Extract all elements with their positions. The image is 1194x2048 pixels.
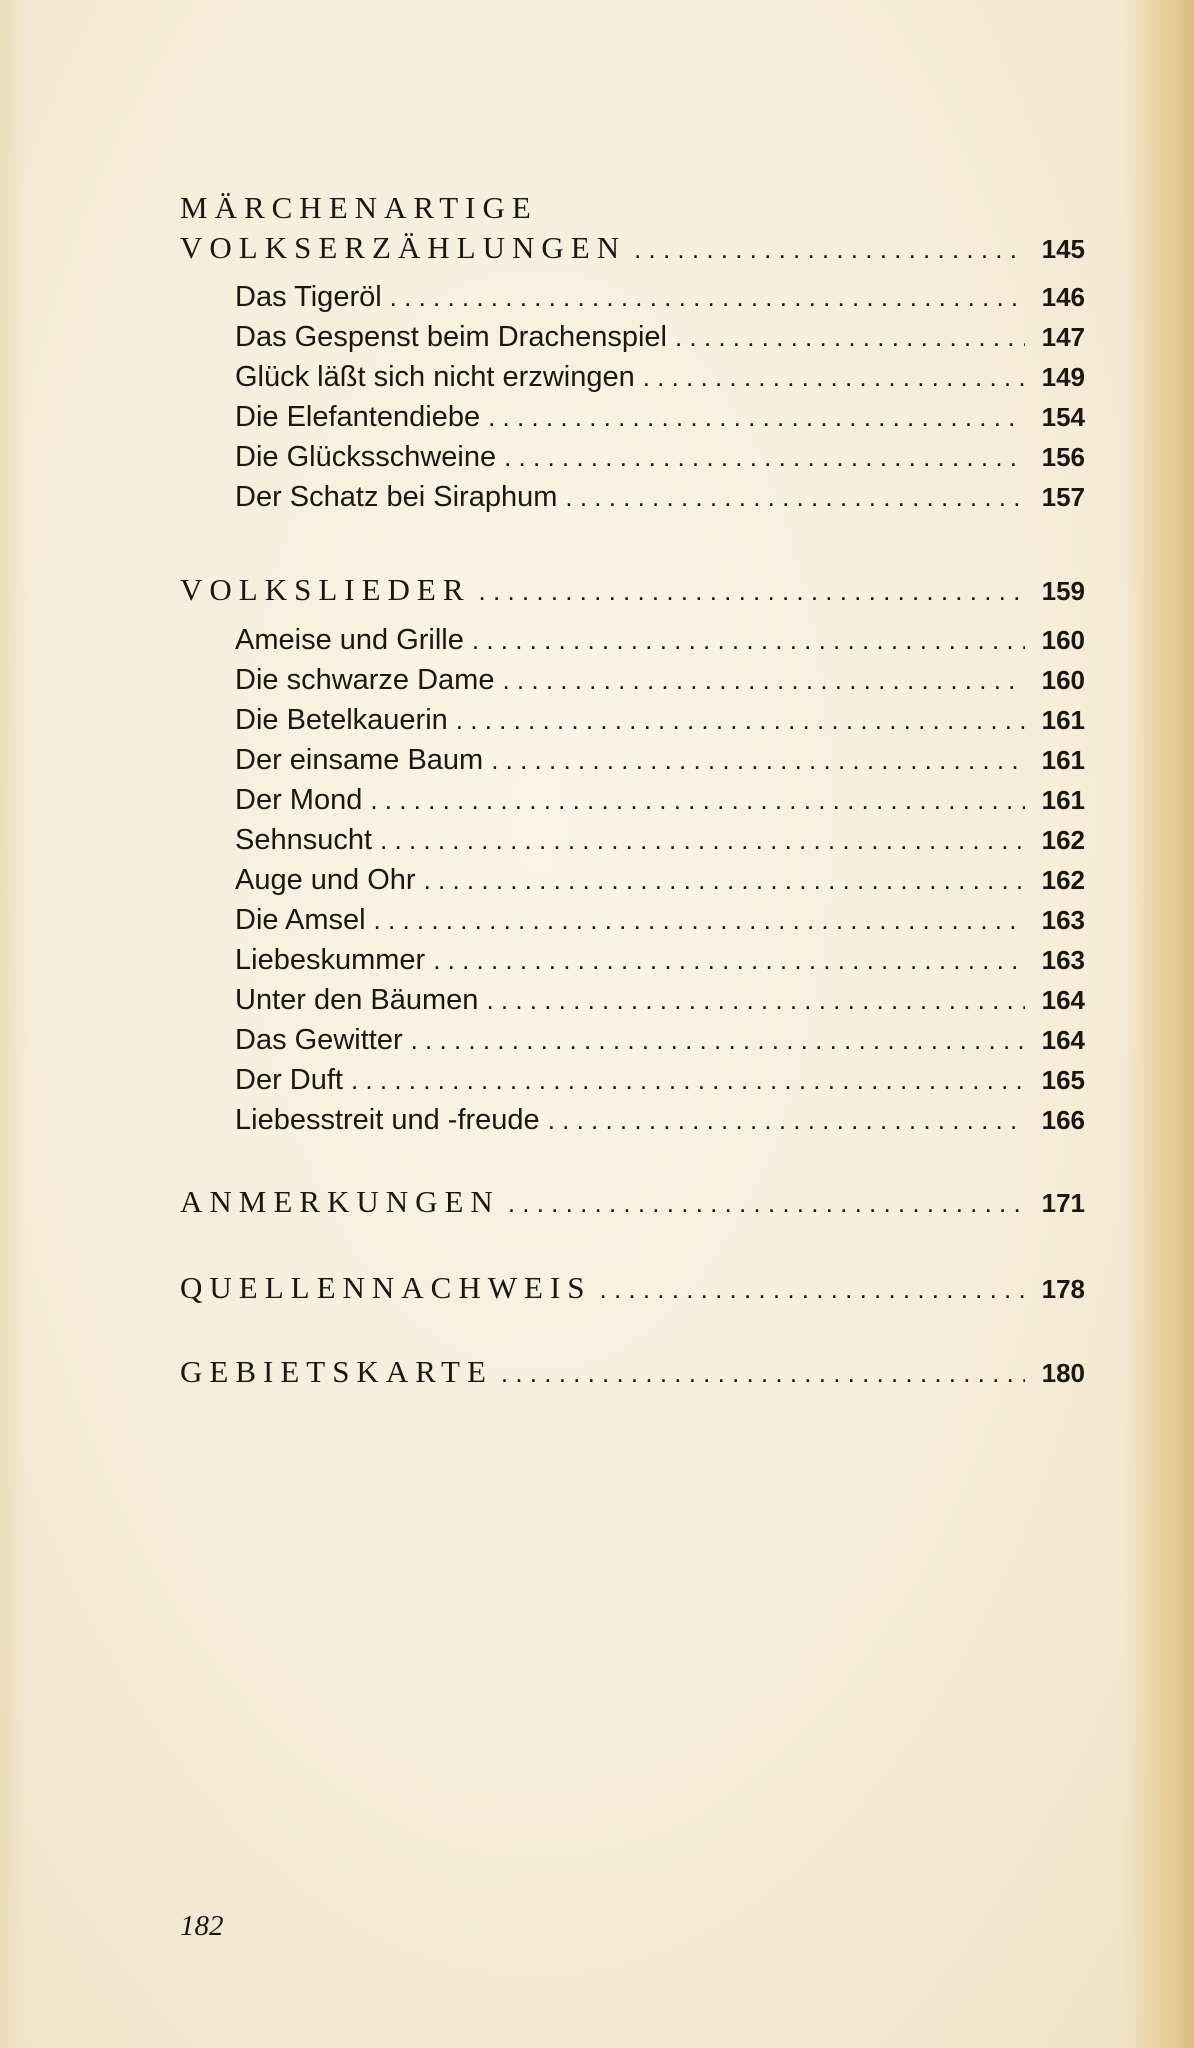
toc-page-number: 160 — [1041, 625, 1085, 655]
toc-page-number: 171 — [1041, 1188, 1085, 1218]
toc-section-title: GEBIETSKARTE — [180, 1354, 493, 1389]
toc-entry-row[interactable] — [235, 780, 1085, 820]
leader-dots — [479, 571, 1025, 611]
toc-entry-title: Liebeskummer — [235, 944, 426, 976]
toc-entry-row[interactable] — [235, 620, 1085, 660]
toc-entry-title: Liebesstreit und -freude — [235, 1104, 540, 1136]
toc-section-row[interactable] — [180, 1352, 1085, 1392]
toc-page-number: 178 — [1041, 1274, 1085, 1304]
toc-entry-row[interactable] — [235, 940, 1085, 980]
toc-entry-title: Unter den Bäumen — [235, 984, 479, 1016]
toc-entry-row[interactable] — [235, 980, 1085, 1020]
leader-dots — [643, 357, 1025, 397]
toc-entry-row[interactable] — [235, 1060, 1085, 1100]
leader-dots — [501, 1353, 1025, 1393]
toc-page-number: 160 — [1041, 665, 1085, 695]
toc-entry-row[interactable] — [235, 277, 1085, 317]
toc-page-number: 166 — [1041, 1105, 1085, 1135]
leader-dots — [491, 740, 1025, 780]
toc-entry-title: Der Mond — [235, 784, 363, 816]
toc-entry-title: Der Duft — [235, 1064, 343, 1096]
toc-page-number: 161 — [1041, 785, 1085, 815]
toc-page-number: 161 — [1041, 745, 1085, 775]
toc-page-number: 164 — [1041, 985, 1085, 1015]
leader-dots — [411, 1020, 1025, 1060]
toc-entry-row[interactable] — [235, 397, 1085, 437]
toc-entry-title: Das Gespenst beim Drachenspiel — [235, 321, 667, 353]
leader-dots — [634, 229, 1025, 269]
toc-entry-row[interactable] — [235, 317, 1085, 357]
toc-section-row[interactable] — [180, 228, 1085, 268]
leader-dots — [456, 700, 1025, 740]
toc-entry-row[interactable] — [235, 1020, 1085, 1060]
toc-entry-title: Die Elefantendiebe — [235, 401, 481, 433]
toc-page-number: 156 — [1041, 442, 1085, 472]
toc-entry-title: Die Glücksschweine — [235, 441, 497, 473]
toc-section-title: VOLKSERZÄHLUNGEN — [180, 230, 627, 265]
leader-dots — [565, 477, 1025, 517]
toc-entry-row[interactable] — [235, 820, 1085, 860]
toc-page-number: 161 — [1041, 705, 1085, 735]
toc-page-number: 162 — [1041, 865, 1085, 895]
toc-page-number: 154 — [1041, 402, 1085, 432]
leader-dots — [675, 317, 1025, 357]
toc-page-number: 164 — [1041, 1025, 1085, 1055]
toc-entry-row[interactable] — [235, 860, 1085, 900]
leader-dots — [548, 1100, 1025, 1140]
leader-dots — [600, 1269, 1025, 1309]
toc-entry-row[interactable] — [235, 740, 1085, 780]
toc-page-number: 147 — [1041, 322, 1085, 352]
toc-entry-title: Die Amsel — [235, 904, 366, 936]
toc-entry-row[interactable] — [235, 700, 1085, 740]
toc-section-row[interactable] — [180, 1182, 1085, 1222]
page-number-folio: 182 — [180, 1910, 224, 1942]
toc-entry-row[interactable] — [235, 660, 1085, 700]
toc-entry-title: Ameise und Grille — [235, 624, 464, 656]
leader-dots — [351, 1060, 1025, 1100]
leader-dots — [424, 860, 1025, 900]
leader-dots — [502, 660, 1025, 700]
toc-entry-row[interactable] — [235, 477, 1085, 517]
toc-section-row[interactable] — [180, 1268, 1085, 1308]
toc-entry-title: Die Betelkauerin — [235, 704, 448, 736]
toc-entry-row[interactable] — [235, 1100, 1085, 1140]
toc-page-number: 163 — [1041, 905, 1085, 935]
toc-section-title: ANMERKUNGEN — [180, 1184, 500, 1219]
toc-page-number: 163 — [1041, 945, 1085, 975]
toc-entry-title: Auge und Ohr — [235, 864, 416, 896]
toc-page-number: 145 — [1041, 234, 1085, 264]
toc-entry-title: Die schwarze Dame — [235, 664, 495, 696]
leader-dots — [433, 940, 1025, 980]
toc-entry-row[interactable] — [235, 900, 1085, 940]
toc-entry-title: Sehnsucht — [235, 824, 373, 856]
toc-page-number: 162 — [1041, 825, 1085, 855]
toc-entry-title: Das Gewitter — [235, 1024, 403, 1056]
toc-entry-title: Der einsame Baum — [235, 744, 484, 776]
toc-entry-row[interactable] — [235, 437, 1085, 477]
leader-dots — [504, 437, 1025, 477]
toc-entry-title: Das Tigeröl — [235, 281, 382, 313]
toc-section-title: QUELLENNACHWEIS — [180, 1270, 592, 1305]
leader-dots — [472, 620, 1025, 660]
leader-dots — [370, 780, 1025, 820]
leader-dots — [508, 1183, 1025, 1223]
leader-dots — [390, 277, 1025, 317]
leader-dots — [488, 397, 1025, 437]
toc-page-number: 159 — [1041, 576, 1085, 606]
toc-page-number: 165 — [1041, 1065, 1085, 1095]
toc-page-number: 157 — [1041, 482, 1085, 512]
toc-entry-title: Glück läßt sich nicht erzwingen — [235, 361, 635, 393]
leader-dots — [380, 820, 1025, 860]
section-heading-line: MÄRCHENARTIGE — [180, 190, 538, 225]
leader-dots — [486, 980, 1025, 1020]
toc-page-number: 149 — [1041, 362, 1085, 392]
toc-entry-row[interactable] — [235, 357, 1085, 397]
toc-section-row[interactable] — [180, 570, 1085, 610]
toc-page-number: 146 — [1041, 282, 1085, 312]
leader-dots — [374, 900, 1025, 940]
toc-entry-title: Der Schatz bei Siraphum — [235, 481, 558, 513]
toc-section-title: VOLKSLIEDER — [180, 572, 471, 607]
toc-page-number: 180 — [1041, 1358, 1085, 1388]
